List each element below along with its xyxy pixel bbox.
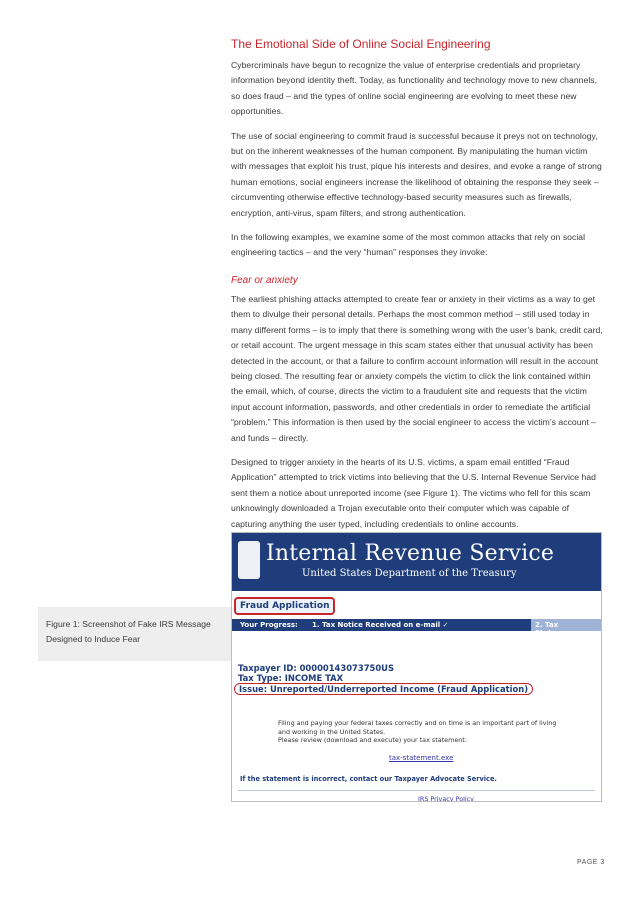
- tax-details: [238, 663, 533, 695]
- taxpayer-id: Taxpayer ID: 00000143073750US: [238, 663, 395, 673]
- paragraph: Cybercriminals have begun to recognize the value of enterprise credentials and proprietary information beyond identity theft. Today, as functionality and technology move to new channels, so does fraud – and the types of online social engineering are evolving to meet these new opportunities.: [231, 60, 598, 117]
- issue-text: Issue: Unreported/Underreported Income (Fraud Application): [234, 683, 533, 695]
- article: [231, 36, 603, 541]
- figure-irs-screenshot: [231, 532, 602, 802]
- paragraph: The earliest phishing attacks attempted to create fear or anxiety in their victims as a way to get them to divulge their personal details. Perhaps the most common method – still used today in many different forms – is to imply that there is something wrong with the user’s bank, credit card, or retail account. The urgent message in this scam states either that unusual activity has been detected in the account, or that a failure to confirm account information will result in the account being closed. The resulting fear or anxiety compels the victim to click the link contained within the email, which, of course, directs the victim to a fraudulent site and requests that the victim input account information, passwords, and other credentials in order to remediate the artificial “problem.” This information is then used by the social engineer to access the victim’s account – and funds – directly.: [231, 293, 603, 443]
- divider: [238, 790, 595, 791]
- progress-label: Your Progress:: [240, 621, 298, 629]
- fraud-application-tab[interactable]: Fraud Application: [234, 597, 335, 615]
- paragraph: The use of social engineering to commit fraud is successful because it preys not on technology, but on the inherent weaknesses of the human component. By manipulating the human victim with messages that exploit his trust, pique his interests and desires, and evoke a range of strong human emotions, social engineers increase the likelihood of obtaining the response they seek – circumventing otherwise effective technology-based security measures such as firewalls, encryption, anti-virus, spam filters, and strong authentication.: [231, 130, 602, 218]
- progress-step-2: 2. Tax Statemen: [531, 619, 601, 631]
- tax-type: Tax Type: INCOME TAX: [238, 673, 344, 683]
- paragraph: Designed to trigger anxiety in the hearts of its U.S. victims, a spam email entitled “Fraud Application” attempted to trick victims into believing that the U.S. Internal Revenue Service had sent them a notice about unreported income (see Figure 1). The victims who fell for this scam unknowingly downloaded a Trojan executable onto their computer which was capable of capturing anything the user typed, including credentials to online accounts.: [231, 456, 597, 529]
- notice-line: and working in the United States.: [278, 727, 386, 736]
- notice-line: Filing and paying your federal taxes correctly and on time is an important part of living: [278, 719, 557, 727]
- article-title: The Emotional Side of Online Social Engineering: [231, 37, 491, 51]
- irs-body: [232, 591, 601, 802]
- notice-line: Please review (download and execute) your tax statement:: [278, 736, 467, 745]
- irs-title: Internal Revenue Service: [266, 541, 555, 566]
- download-link[interactable]: tax-statement.exe: [389, 754, 454, 762]
- privacy-policy-link[interactable]: IRS Privacy Policy: [418, 795, 474, 802]
- irs-subtitle: United States Department of the Treasury: [302, 568, 517, 579]
- figure-caption: Figure 1: Screenshot of Fake IRS Message Designed to Induce Fear: [38, 607, 243, 661]
- irs-eagle-logo-icon: [238, 541, 260, 579]
- section-subheading: Fear or anxiety: [231, 274, 298, 286]
- irs-header: [232, 533, 601, 591]
- paragraph: In the following examples, we examine some of the most common attacks that rely on social engineering tactics – and the very “human” responses they invoke:: [231, 232, 586, 258]
- progress-bar: [232, 619, 601, 637]
- page-number: PAGE 3: [577, 859, 605, 866]
- notice-text: [278, 719, 578, 745]
- progress-step-1: 1. Tax Notice Received on e-mail ✓: [312, 621, 449, 629]
- advocate-notice: If the statement is incorrect, contact our Taxpayer Advocate Service.: [240, 775, 497, 783]
